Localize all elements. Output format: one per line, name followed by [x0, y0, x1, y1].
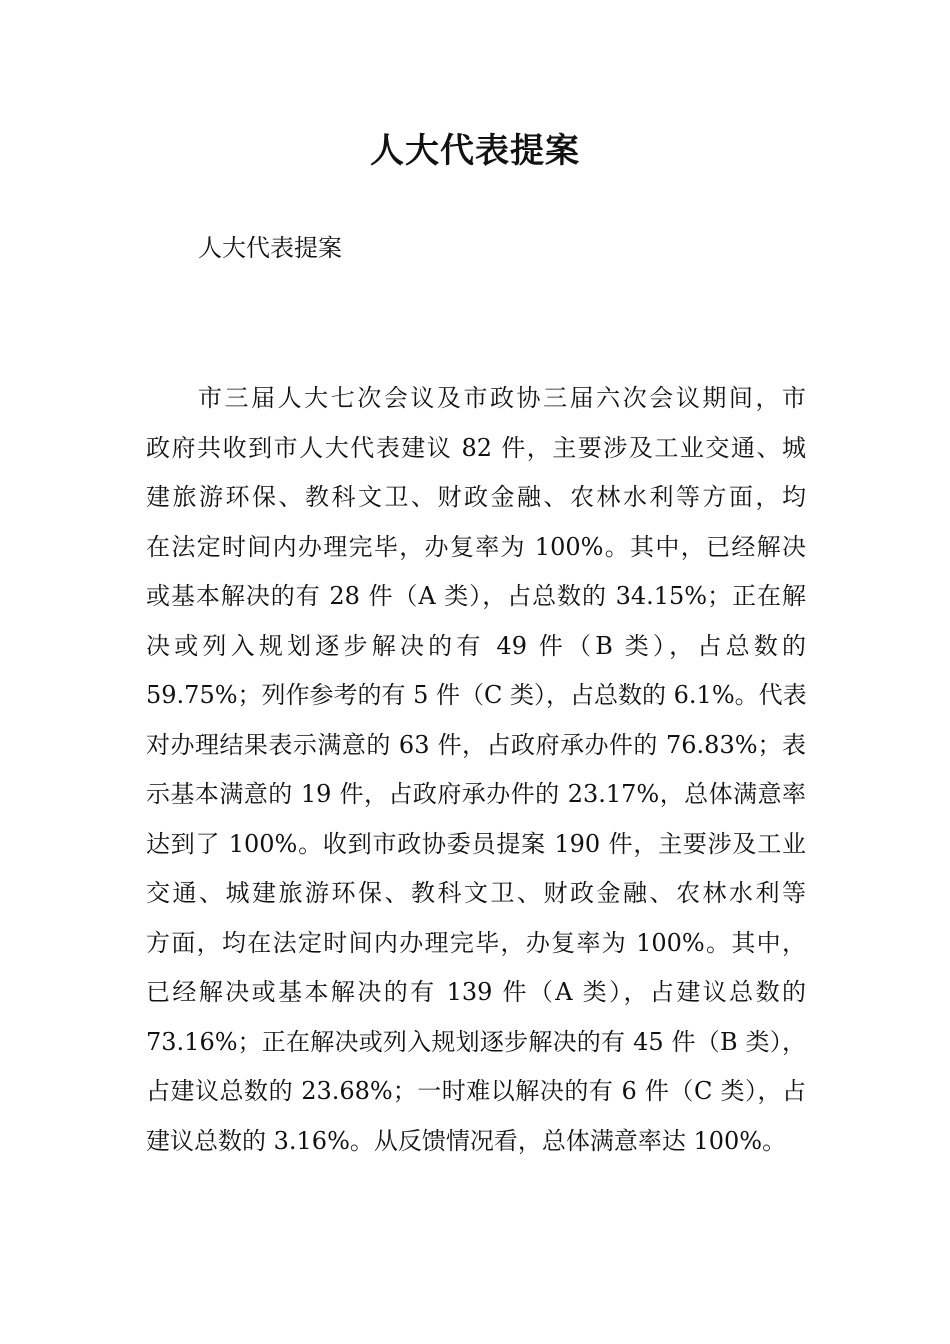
paragraph-line: 或基本解决的有 28 件（A 类），占总数的 34.15%；正在解	[146, 582, 806, 610]
paragraph-line: 59.75%；列作参考的有 5 件（C 类），占总数的 6.1%。代表	[146, 681, 807, 709]
paragraph-line: 建旅游环保、教科文卫、财政金融、农林水利等方面，均	[146, 483, 806, 511]
paragraph-line: 市三届人大七次会议及市政协三届六次会议期间，市	[198, 384, 806, 412]
paragraph-line: 方面，均在法定时间内办理完毕，办复率为 100%。其中，	[146, 928, 806, 957]
paragraph-line: 示基本满意的 19 件，占政府承办件的 23.17%，总体满意率	[146, 780, 806, 808]
paragraph-line: 建议总数的 3.16%。从反馈情况看，总体满意率达 100%。	[146, 1126, 787, 1155]
document-subtitle: 人大代表提案	[198, 234, 342, 262]
paragraph-line: 决或列入规划逐步解决的有 49 件（B 类），占总数的	[146, 631, 806, 660]
paragraph-line: 在法定时间内办理完毕，办复率为 100%。其中，已经解决	[146, 532, 806, 561]
paragraph-line: 交通、城建旅游环保、教科文卫、财政金融、农林水利等	[146, 879, 806, 907]
paragraph-line: 达到了 100%。收到市政协委员提案 190 件，主要涉及工业	[146, 829, 806, 858]
paragraph-line: 政府共收到市人大代表建议 82 件，主要涉及工业交通、城	[146, 433, 806, 462]
paragraph-line: 对办理结果表示满意的 63 件，占政府承办件的 76.83%；表	[146, 730, 806, 759]
paragraph-line: 73.16%；正在解决或列入规划逐步解决的有 45 件（B 类），	[146, 1027, 806, 1056]
paragraph-line: 占建议总数的 23.68%；一时难以解决的有 6 件（C 类），占	[146, 1077, 806, 1105]
paragraph-line: 已经解决或基本解决的有 139 件（A 类），占建议总数的	[146, 978, 806, 1006]
document-title: 人大代表提案	[370, 131, 580, 171]
body-paragraph	[146, 380, 806, 1172]
